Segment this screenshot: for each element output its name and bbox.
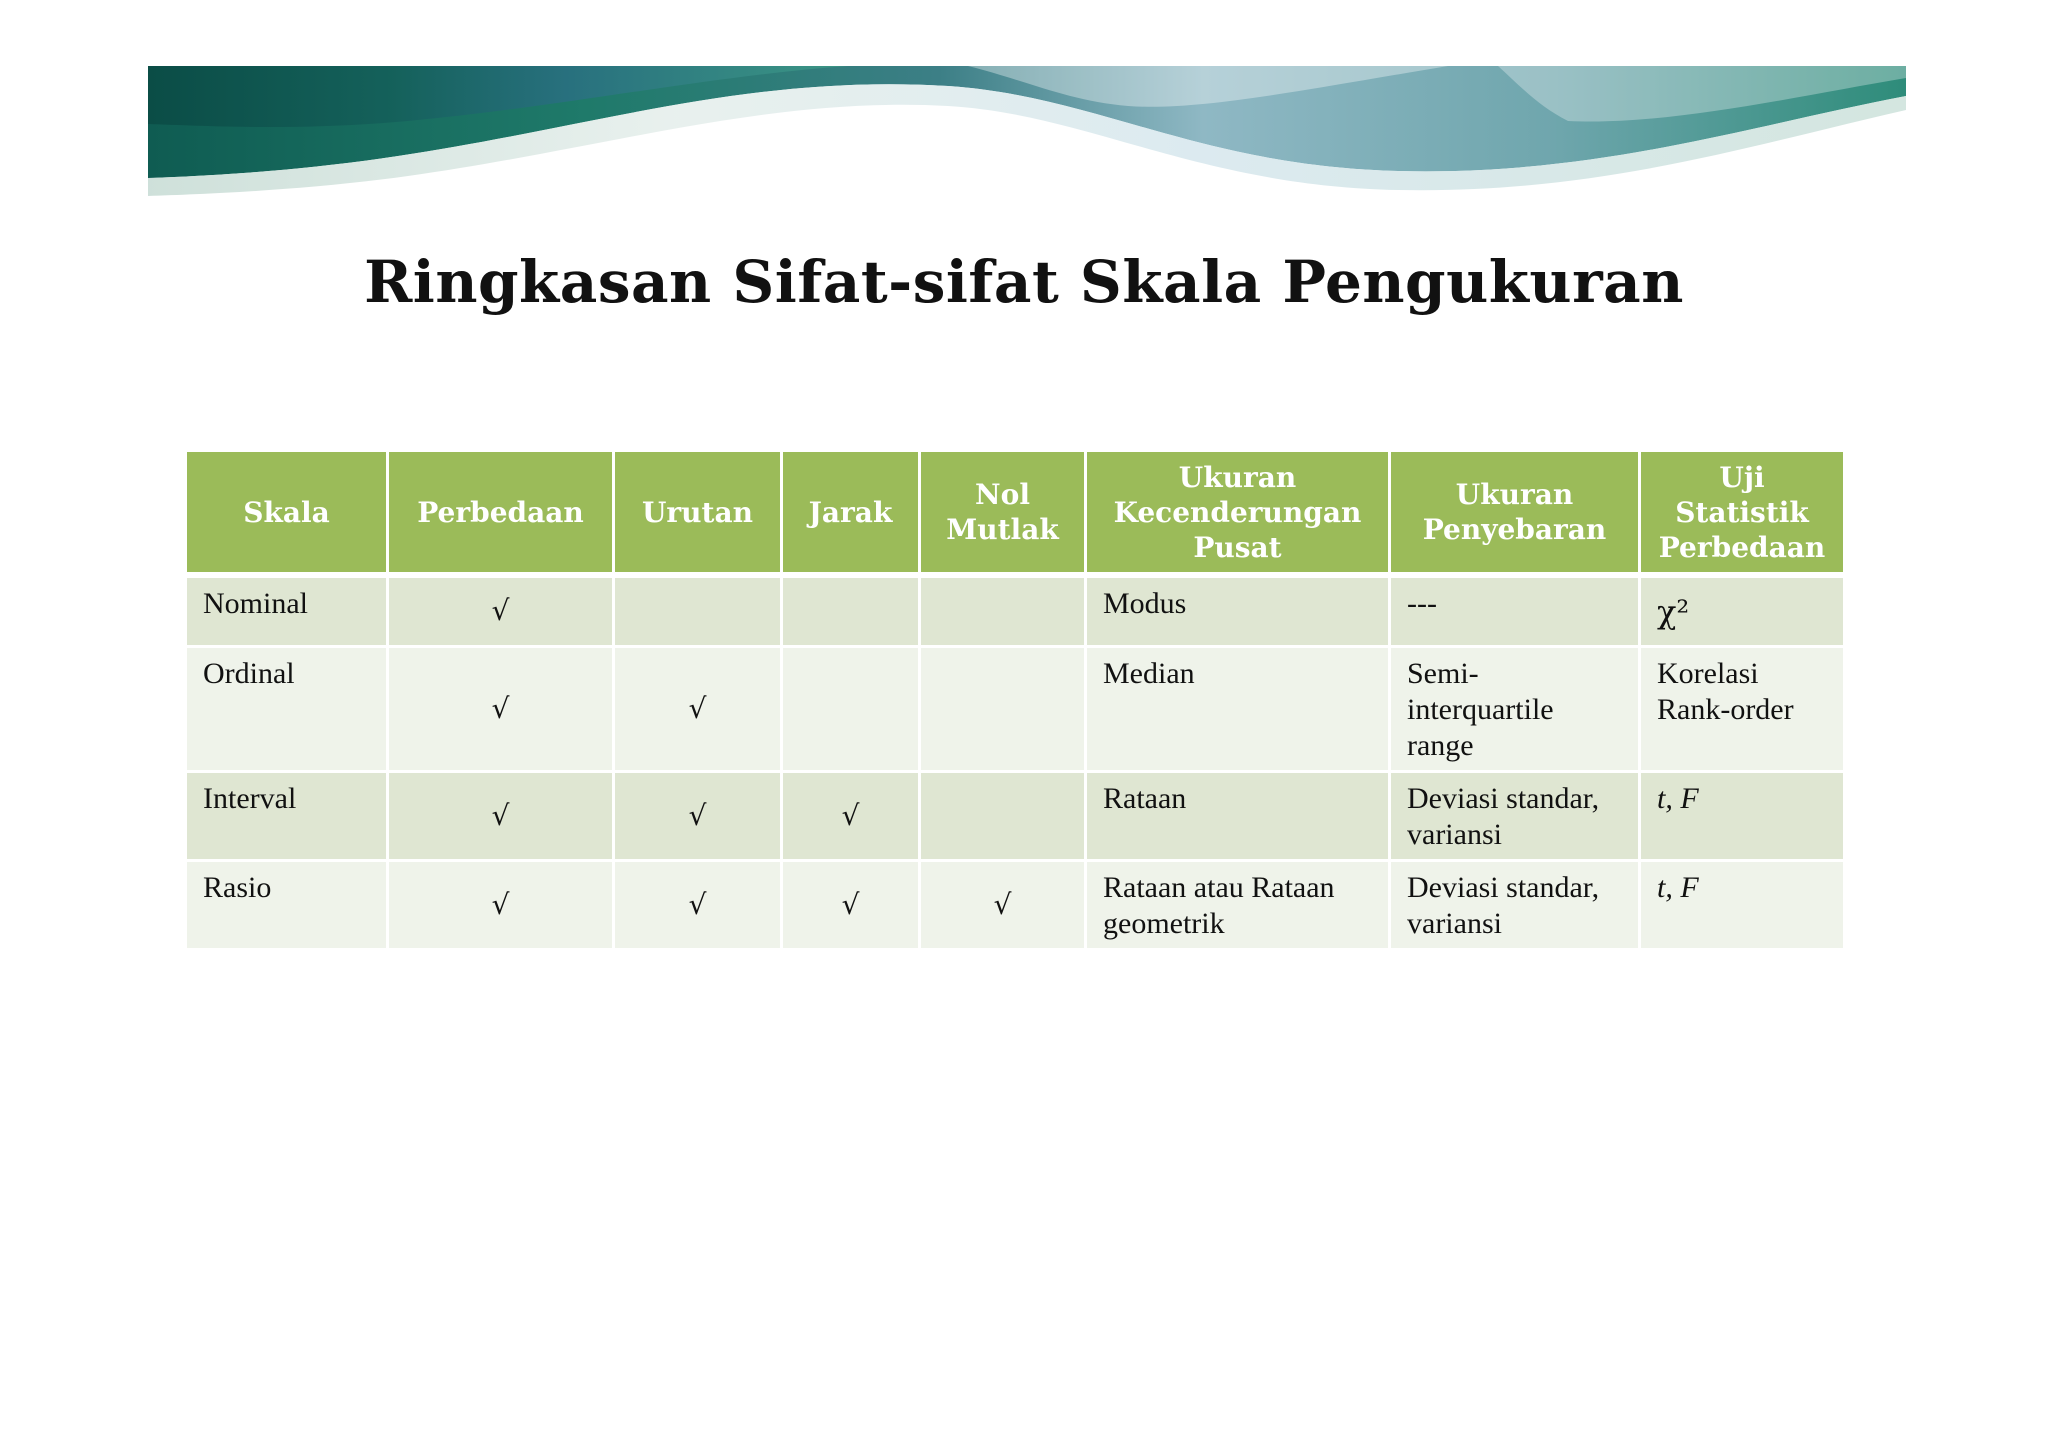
- cell-nol-mutlak: √: [920, 860, 1086, 949]
- cell-perbedaan: √: [388, 646, 614, 771]
- header-banner: [148, 66, 1906, 196]
- cell-skala: Interval: [186, 771, 388, 860]
- cell-nol-mutlak: [920, 575, 1086, 646]
- slide-title: Ringkasan Sifat-sifat Skala Pengukuran: [364, 248, 1684, 316]
- cell-jarak: √: [782, 771, 920, 860]
- cell-urutan: √: [614, 646, 782, 771]
- table-row: [186, 771, 1845, 860]
- chi-square-symbol: χ²: [1657, 593, 1690, 631]
- wave-graphic: [148, 66, 1906, 196]
- table-header-row: [186, 451, 1845, 576]
- table-row: [186, 860, 1845, 949]
- header-nol-mutlak: Nol Mutlak: [920, 451, 1086, 576]
- cell-penyebaran: Deviasi standar, variansi: [1390, 771, 1640, 860]
- cell-skala: Ordinal: [186, 646, 388, 771]
- cell-urutan: [614, 575, 782, 646]
- header-jarak: Jarak: [782, 451, 920, 576]
- header-penyebaran: Ukuran Penyebaran: [1390, 451, 1640, 576]
- cell-penyebaran: Deviasi standar, variansi: [1390, 860, 1640, 949]
- cell-perbedaan: √: [388, 860, 614, 949]
- header-skala: Skala: [186, 451, 388, 576]
- header-urutan: Urutan: [614, 451, 782, 576]
- cell-uji-statistik: [1640, 575, 1845, 646]
- scale-summary-table: [184, 449, 1846, 951]
- cell-jarak: √: [782, 860, 920, 949]
- header-kecenderungan-pusat: Ukuran Kecenderungan Pusat: [1086, 451, 1390, 576]
- cell-uji-statistik: t, F: [1640, 771, 1845, 860]
- cell-perbedaan: √: [388, 771, 614, 860]
- cell-jarak: [782, 575, 920, 646]
- cell-uji-statistik: Korelasi Rank-order: [1640, 646, 1845, 771]
- cell-uji-statistik: t, F: [1640, 860, 1845, 949]
- cell-skala: Nominal: [186, 575, 388, 646]
- cell-penyebaran: ---: [1390, 575, 1640, 646]
- cell-skala: Rasio: [186, 860, 388, 949]
- cell-kecenderungan-pusat: Rataan atau Rataan geometrik: [1086, 860, 1390, 949]
- cell-penyebaran: Semi- interquartile range: [1390, 646, 1640, 771]
- cell-urutan: √: [614, 860, 782, 949]
- cell-kecenderungan-pusat: Rataan: [1086, 771, 1390, 860]
- cell-kecenderungan-pusat: Median: [1086, 646, 1390, 771]
- cell-nol-mutlak: [920, 646, 1086, 771]
- table-row: [186, 646, 1845, 771]
- header-uji-statistik: Uji Statistik Perbedaan: [1640, 451, 1845, 576]
- cell-urutan: √: [614, 771, 782, 860]
- header-perbedaan: Perbedaan: [388, 451, 614, 576]
- cell-perbedaan: √: [388, 575, 614, 646]
- cell-jarak: [782, 646, 920, 771]
- table-row: [186, 575, 1845, 646]
- cell-nol-mutlak: [920, 771, 1086, 860]
- cell-kecenderungan-pusat: Modus: [1086, 575, 1390, 646]
